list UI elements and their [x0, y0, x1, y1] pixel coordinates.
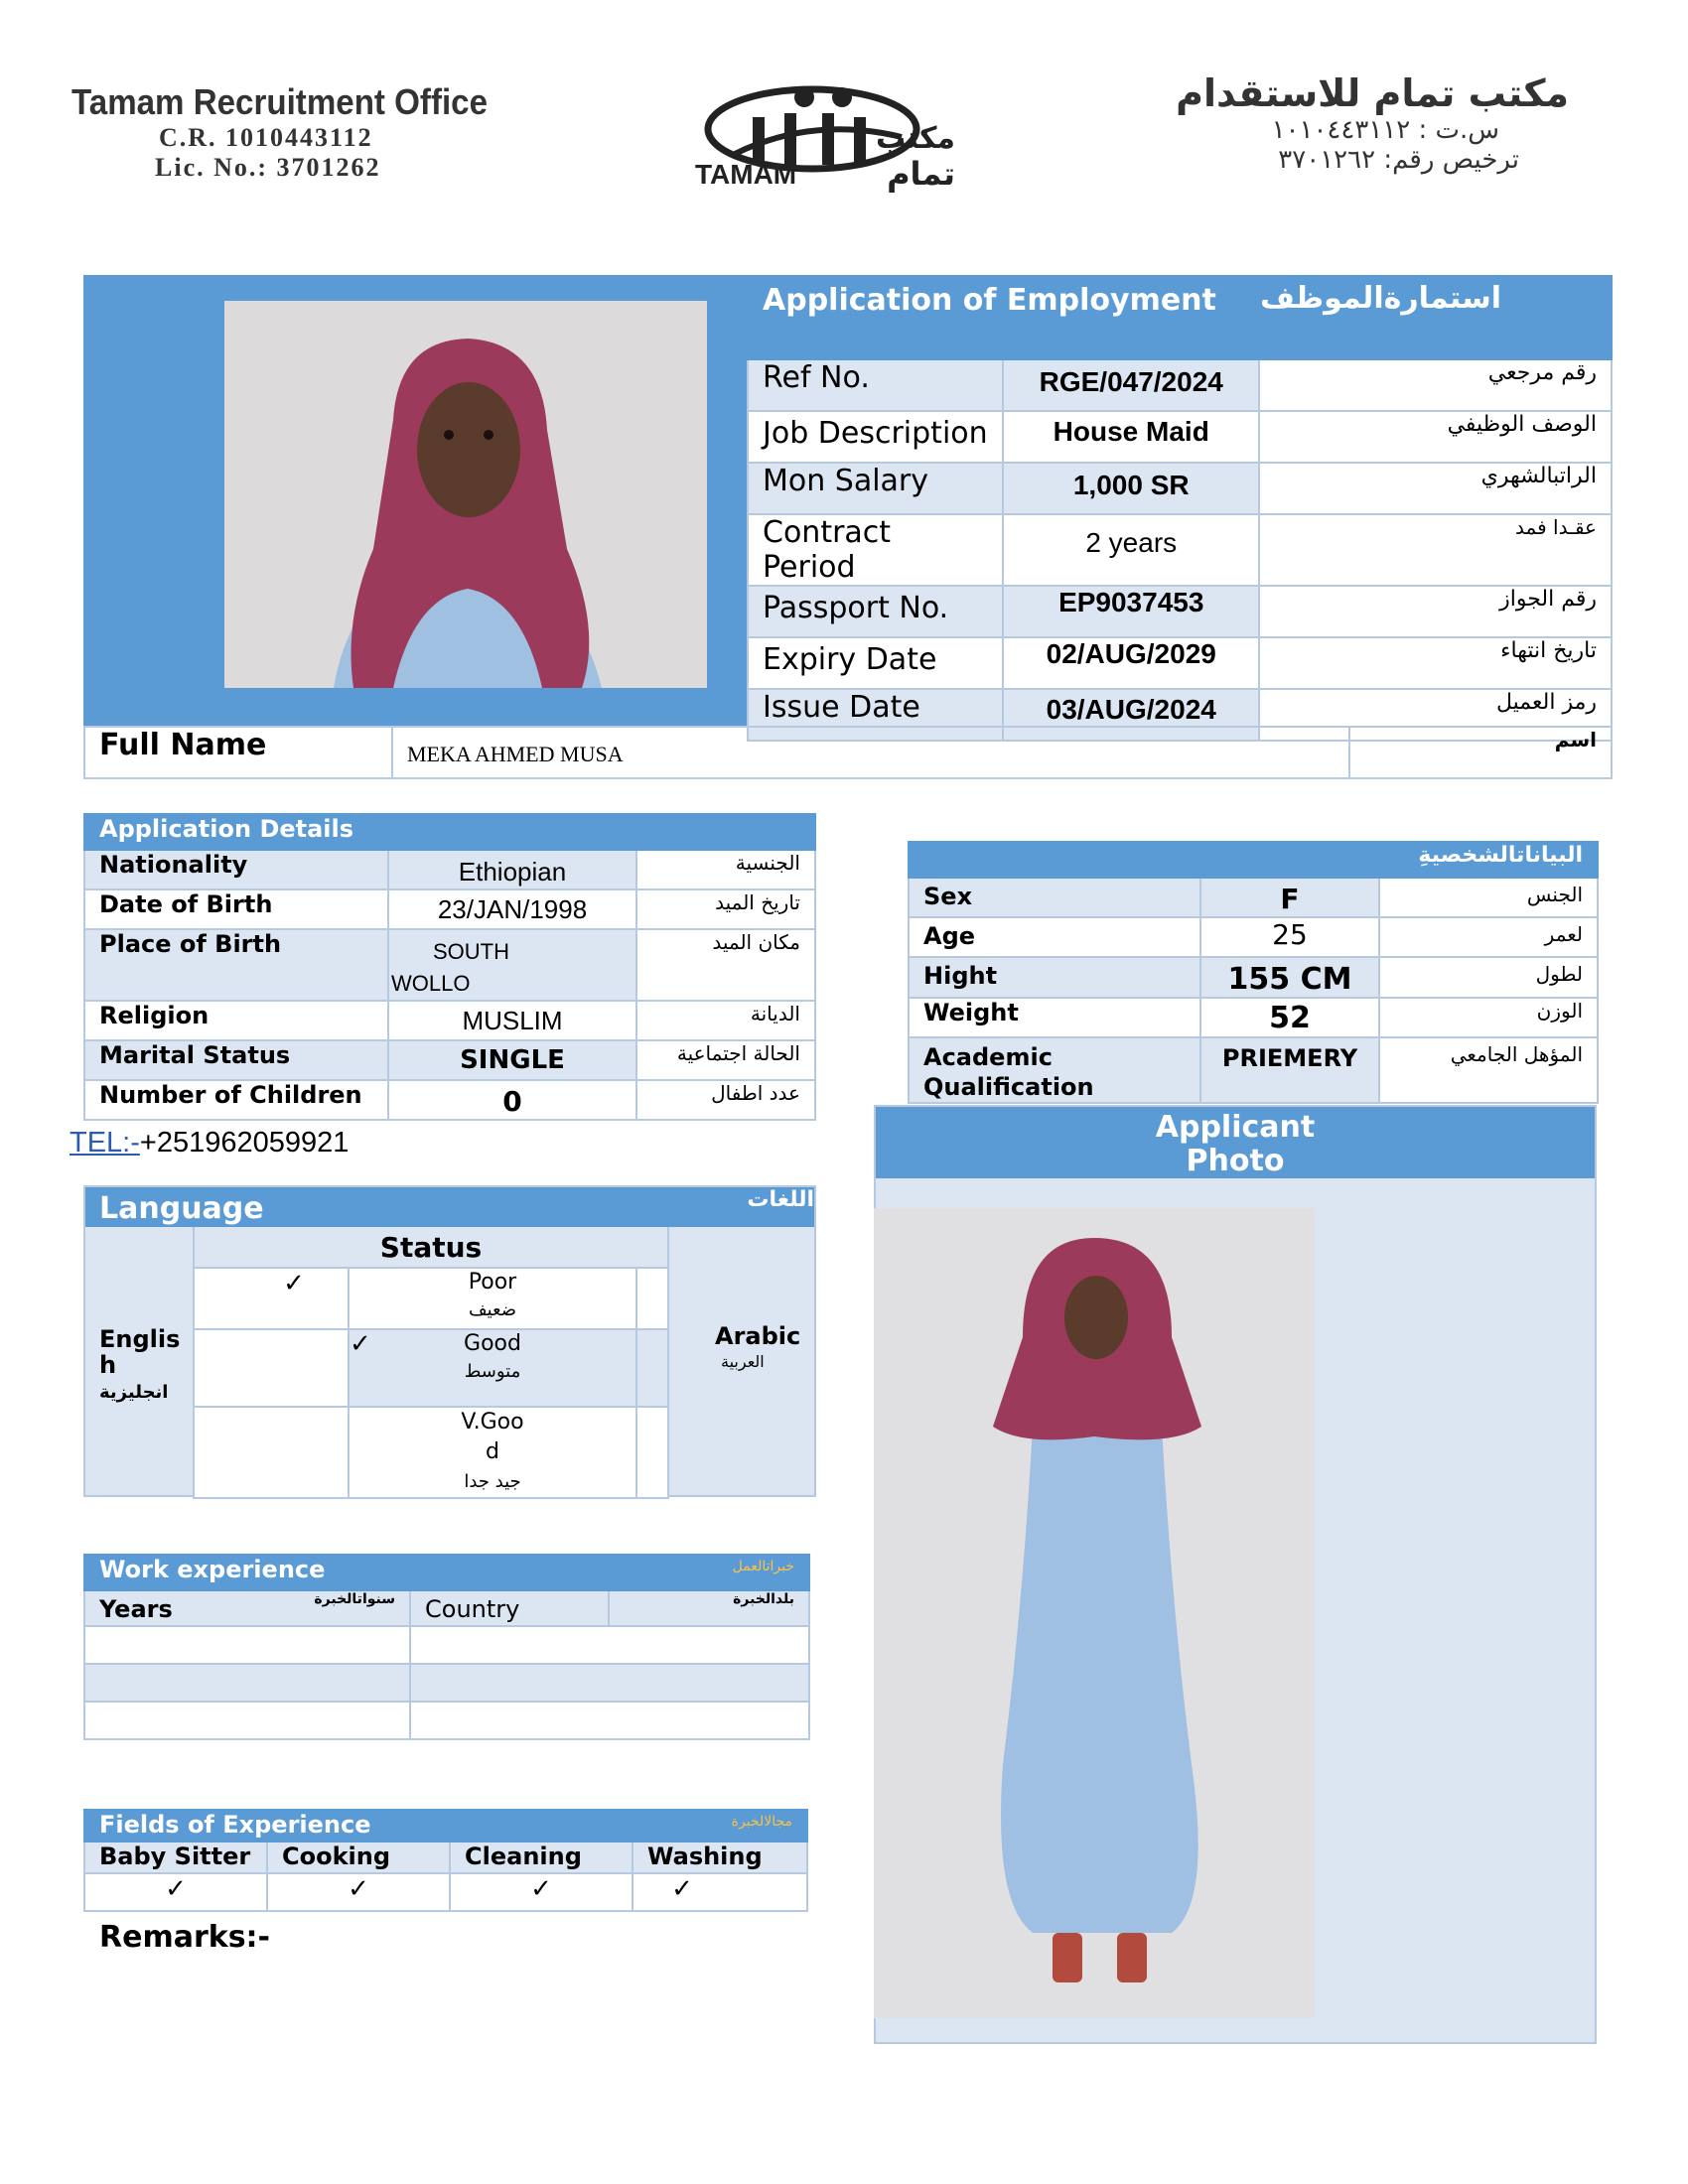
- table-row: [194, 1329, 668, 1407]
- english-ar: انجليزية: [99, 1382, 169, 1403]
- table-row: [84, 1040, 815, 1080]
- arabic-ar: العربية: [721, 1352, 765, 1371]
- weight-ar: الوزن: [1379, 998, 1598, 1037]
- table-row: [748, 514, 1612, 586]
- table-row: [84, 850, 815, 889]
- table-row: [909, 1037, 1598, 1103]
- years-ar: سنواتالخبرة: [232, 1590, 410, 1626]
- job-description-label: Job Description: [748, 411, 1003, 463]
- language-header: [85, 1187, 814, 1227]
- children-ar: عدد اطفال: [636, 1080, 815, 1120]
- field-washing: Washing: [633, 1842, 807, 1873]
- tel-number: +251962059921: [139, 1127, 350, 1159]
- children-label: Number of Children: [84, 1080, 388, 1120]
- salary-ar: الراتبالشهري: [1259, 463, 1612, 514]
- height-label: Hight: [909, 957, 1200, 998]
- sex-ar: الجنس: [1379, 878, 1598, 917]
- vgood-en: V.Goo d: [461, 1410, 524, 1464]
- table-row: [748, 411, 1612, 463]
- work-title-ar: خبراتالعمل: [732, 1559, 794, 1574]
- pob-ar: مكان الميد: [636, 929, 815, 1001]
- license-number-ar: ترخيص رقم: ٣٧٠١٢٦٢: [1278, 145, 1519, 175]
- status-label: Status: [195, 1231, 667, 1269]
- remarks-label: Remarks:-: [99, 1920, 271, 1955]
- table-row: [84, 1702, 809, 1739]
- passport-no-value: EP9037453: [1003, 586, 1259, 637]
- academic-label: Academic Qualification: [909, 1037, 1200, 1103]
- passport-no-ar: رقم الجواز: [1259, 586, 1612, 637]
- field-cleaning: Cleaning: [450, 1842, 633, 1873]
- logo-text-ar-top: مكتب: [875, 121, 955, 156]
- table-row: [194, 1407, 668, 1498]
- license-number-en: Lic. No.: 3701262: [155, 153, 381, 182]
- job-description-ar: الوصف الوظيفي: [1259, 411, 1612, 463]
- nationality-value: Ethiopian: [388, 850, 636, 889]
- table-row: [748, 637, 1612, 689]
- pob-value: [388, 929, 636, 1001]
- table-row: [84, 1842, 807, 1873]
- marital-status-value: SINGLE: [388, 1040, 636, 1080]
- nationality-ar: الجنسية: [636, 850, 815, 889]
- arabic-label: Arabic: [715, 1322, 801, 1350]
- years-label: Years: [84, 1590, 232, 1626]
- table-row: [84, 1626, 809, 1664]
- contract-period-label: Contract Period: [748, 514, 1003, 586]
- good-en: Good: [464, 1331, 521, 1356]
- contract-period-value: 2 years: [1003, 514, 1259, 586]
- table-row: [748, 359, 1612, 411]
- details-title: Application Details: [84, 814, 815, 850]
- pob-value-line2: WOLLO: [391, 971, 471, 996]
- good-check-blank: [194, 1329, 349, 1407]
- cooking-check: ✓: [267, 1873, 450, 1911]
- good-ar: متوسط: [464, 1361, 521, 1382]
- language-levels-table: [193, 1267, 669, 1499]
- table-row: [909, 957, 1598, 998]
- marital-status-label: Marital Status: [84, 1040, 388, 1080]
- applicant-photo-title-line2: Photo: [1186, 1144, 1285, 1178]
- academic-value: PRIEMERY: [1200, 1037, 1379, 1103]
- tel-link[interactable]: TEL:-: [70, 1127, 140, 1159]
- good-blank: [636, 1329, 668, 1407]
- person-portrait-icon: [224, 301, 707, 688]
- table-row: [84, 1873, 807, 1911]
- logo-text-ar-bottom: تمام: [887, 155, 955, 193]
- expiry-date-label: Expiry Date: [748, 637, 1003, 689]
- table-row: [84, 889, 815, 929]
- pob-value-line1: SOUTH: [433, 939, 509, 964]
- applicant-photo-title-line1: Applicant: [1155, 1110, 1316, 1145]
- pob-label: Place of Birth: [84, 929, 388, 1001]
- sex-value: F: [1200, 878, 1379, 917]
- letterhead-left: [71, 81, 558, 183]
- work-title: Work experience: [99, 1556, 326, 1583]
- issue-date-value: 03/AUG/2024: [1003, 689, 1259, 741]
- height-value: 155 CM: [1200, 957, 1379, 998]
- fields-title-ar: مجالالخبرة: [731, 1814, 792, 1830]
- office-name-en: Tamam Recruitment Office: [71, 81, 489, 122]
- field-cooking: Cooking: [267, 1842, 450, 1873]
- religion-ar: الديانة: [636, 1001, 815, 1040]
- sex-label: Sex: [909, 878, 1200, 917]
- country-ar: بلدالخبرة: [609, 1590, 809, 1626]
- poor-en: Poor: [468, 1270, 517, 1295]
- country-label: Country: [410, 1590, 609, 1626]
- academic-ar: المؤهل الجامعي: [1379, 1037, 1598, 1103]
- language-title-ar: اللغات: [747, 1187, 814, 1212]
- age-ar: لعمر: [1379, 917, 1598, 957]
- expiry-date-ar: تاريخ انتهاء: [1259, 637, 1612, 689]
- table-row: [84, 1590, 809, 1626]
- height-ar: لطول: [1379, 957, 1598, 998]
- issue-date-label: Issue Date: [748, 689, 1003, 741]
- poor-check: ✓: [194, 1268, 349, 1329]
- application-details-table: [83, 813, 816, 1121]
- full-name-value: MEKA AHMED MUSA: [392, 727, 1349, 778]
- english-label: Englis h: [99, 1325, 181, 1379]
- table-row: [84, 929, 815, 1001]
- poor-blank: [636, 1268, 668, 1329]
- baby-sitter-check: ✓: [84, 1873, 267, 1911]
- language-section: [83, 1185, 816, 1497]
- office-name-ar: مكتب تمام للاستقدام: [1176, 71, 1569, 115]
- employment-table: [747, 275, 1613, 742]
- ref-no-label: Ref No.: [748, 359, 1003, 411]
- nationality-label: Nationality: [84, 850, 388, 889]
- full-body-photo: [874, 1208, 1315, 2018]
- personal-data-table: [908, 841, 1599, 1104]
- work-experience-table: [83, 1554, 810, 1740]
- washing-check: ✓: [633, 1873, 807, 1911]
- good-check: ✓: [350, 1329, 371, 1359]
- cr-number-ar: س.ت : ١٠١٠٤٤٣١١٢: [1271, 115, 1499, 145]
- fields-of-experience-table: [83, 1809, 808, 1912]
- vgood-check: [194, 1407, 349, 1498]
- table-row: [84, 1664, 809, 1702]
- employment-title-en: Application of Employment: [748, 276, 1259, 359]
- dob-label: Date of Birth: [84, 889, 388, 929]
- contract-period-ar: عقـدا فمد: [1259, 514, 1612, 586]
- table-row: [748, 586, 1612, 637]
- vgood-blank: [636, 1407, 668, 1498]
- religion-label: Religion: [84, 1001, 388, 1040]
- letterhead-right: [1072, 71, 1569, 175]
- salary-label: Mon Salary: [748, 463, 1003, 514]
- employment-title-ar: استمارةالموظف: [1259, 276, 1612, 359]
- table-row: [194, 1268, 668, 1329]
- expiry-date-value: 02/AUG/2029: [1003, 637, 1259, 689]
- fields-title: Fields of Experience: [84, 1810, 450, 1842]
- children-value: 0: [388, 1080, 636, 1120]
- full-name-label: Full Name: [84, 727, 392, 778]
- poor-level: [349, 1268, 636, 1329]
- passport-no-label: Passport No.: [748, 586, 1003, 637]
- ref-no-value: RGE/047/2024: [1003, 359, 1259, 411]
- full-name-table: [83, 726, 1613, 779]
- applicant-photo-title: [876, 1107, 1595, 1178]
- ref-no-ar: رقم مرجعي: [1259, 359, 1612, 411]
- marital-status-ar: الحالة اجتماعية: [636, 1040, 815, 1080]
- weight-value: 52: [1200, 998, 1379, 1037]
- poor-ar: ضعيف: [468, 1299, 517, 1320]
- dob-value: 23/JAN/1998: [388, 889, 636, 929]
- table-row: [84, 1001, 815, 1040]
- table-row: [909, 998, 1598, 1037]
- company-logo: [693, 77, 961, 197]
- age-value: 25: [1200, 917, 1379, 957]
- work-title-ar-cell: [410, 1555, 809, 1590]
- person-full-body-icon: [874, 1208, 1315, 2018]
- dob-ar: تاريخ الميد: [636, 889, 815, 929]
- personal-title-ar: البياناتالشخصيةِ: [909, 842, 1598, 878]
- table-row: [748, 463, 1612, 514]
- table-row: [909, 917, 1598, 957]
- logo-text-en: TAMAM: [695, 159, 797, 190]
- work-title-cell: [84, 1555, 410, 1590]
- fields-title-ar-cell: [450, 1810, 807, 1842]
- issue-date-ar: رمز العميل: [1259, 689, 1612, 741]
- weight-label: Weight: [909, 998, 1200, 1037]
- religion-value: MUSLIM: [388, 1001, 636, 1040]
- telephone: [70, 1127, 349, 1160]
- good-level: [349, 1329, 636, 1407]
- language-title: Language: [99, 1191, 264, 1226]
- cleaning-check: ✓: [450, 1873, 633, 1911]
- table-row: [909, 878, 1598, 917]
- passport-photo: [224, 301, 707, 688]
- job-description-value: House Maid: [1003, 411, 1259, 463]
- cr-number-en: C.R. 1010443112: [159, 123, 373, 152]
- vgood-level: [349, 1407, 636, 1498]
- age-label: Age: [909, 917, 1200, 957]
- field-baby-sitter: Baby Sitter: [84, 1842, 267, 1873]
- table-row: [84, 1080, 815, 1120]
- vgood-ar: جيد جدا: [464, 1471, 521, 1492]
- salary-value: 1,000 SR: [1003, 463, 1259, 514]
- full-name-ar: اسم: [1349, 727, 1612, 778]
